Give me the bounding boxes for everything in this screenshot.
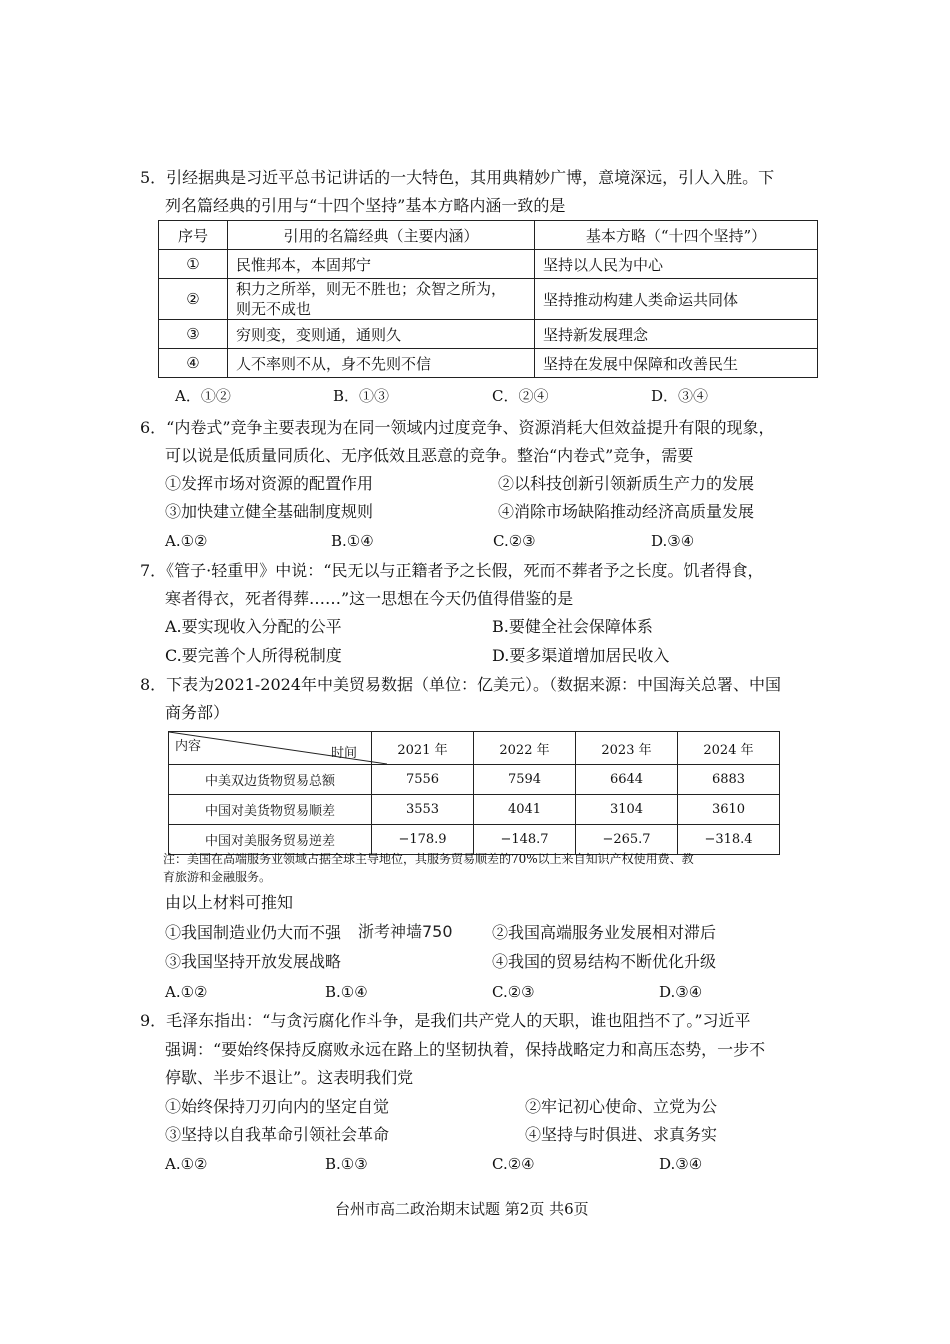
q8-option-b: B.①④ [325,983,368,1001]
q6-stem-line1: 6．“内卷式”竞争主要表现为在同一领域内过度竞争、资源消耗大但效益提升有限的现象， [140,418,775,437]
page-footer: 台州市高二政治期末试题 第2页 共6页 [335,1200,589,1218]
watermark-text: 浙考神墙750 [358,922,453,941]
q6-item-3: ③加快建立健全基础制度规则 [165,502,374,521]
q9-item-2: ②牢记初心使命、立党为公 [525,1097,718,1116]
q5-option-c: C．②④ [492,387,549,405]
q5-row-no: ② [159,279,228,320]
q5-option-d: D．③④ [651,387,709,405]
q6-option-a: A.①② [165,532,208,550]
q9-stem-line1: 9．毛泽东指出：“与贪污腐化作斗争，是我们共产党人的天职，谁也阻挡不了。”习近平 [140,1011,751,1030]
q7-option-a: A.要实现收入分配的公平 [165,617,342,636]
q8-item-3: ③我国坚持开放发展战略 [165,952,342,971]
q8-item-2: ②我国高端服务业发展相对滞后 [492,923,717,942]
q9-item-4: ④坚持与时俱进、求真务实 [525,1125,718,1144]
q5-option-a: A．①② [175,387,231,405]
q9-option-b: B.①③ [325,1155,368,1173]
q8-year-header: 2022 年 [474,732,576,765]
q5-header-no: 序号 [159,221,228,250]
q7-stem-line2: 寒者得衣，死者得葬……”这一思想在今天仍值得借鉴的是 [165,589,574,608]
q8-cell: 4041 [474,795,576,825]
q9-stem-line3: 停歇、半步不退让”。这表明我们党 [165,1068,414,1087]
q8-table [168,731,780,855]
q5-row-strategy: 坚持以人民为中心 [535,250,818,279]
q8-item-4: ④我国的贸易结构不断优化升级 [492,952,717,971]
q5-row-no: ① [159,250,228,279]
q5-row-strategy: 坚持推动构建人类命运共同体 [535,279,818,320]
q8-cell: 3610 [678,795,780,825]
q7-option-b: B.要健全社会保障体系 [492,617,653,636]
q8-stem-line1: 8．下表为2021-2024年中美贸易数据（单位：亿美元）。（数据来源：中国海关总署、中国 [140,675,782,694]
q7-stem-line1: 7．《管子·轻重甲》中说：“民无以与正籍者予之长假，死而不葬者予之长度。饥者得食， [140,561,764,580]
q5-row-classic: 人不率则不从，身不先则不信 [228,349,535,378]
q8-cell: 3104 [576,795,678,825]
q5-row-strategy: 坚持在发展中保障和改善民生 [535,349,818,378]
q9-stem-line2: 强调：“要始终保持反腐败永远在路上的坚韧执着，保持战略定力和高压态势，一步不 [165,1040,766,1059]
q5-stem-line1: 5．引经据典是习近平总书记讲话的一大特色，其用典精妙广博，意境深远，引人入胜。下 [140,168,775,187]
q8-cell: 6644 [576,765,678,795]
q8-year-header: 2024 年 [678,732,780,765]
q8-corner-right: 时间 [330,746,357,761]
q8-row-label: 中国对美货物贸易顺差 [169,795,372,825]
q9-item-3: ③坚持以自我革命引领社会革命 [165,1125,390,1144]
q7-option-c: C.要完善个人所得税制度 [165,646,342,665]
q6-option-d: D.③④ [651,532,695,550]
q5-header-strategy: 基本方略（“十四个坚持”） [535,221,818,250]
q9-item-1: ①始终保持刀刃向内的坚定自觉 [165,1097,390,1116]
q6-stem-line2: 可以说是低质量同质化、无序低效且恶意的竞争。整治“内卷式”竞争，需要 [165,446,694,465]
q8-note-line1: 注：美国在高端服务业领域占据全球主导地位，其服务贸易顺差的70%以上来自知识产权使用费、教 [163,852,694,866]
q7-option-d: D.要多渠道增加居民收入 [492,646,670,665]
q8-cell: −148.7 [474,825,576,855]
q8-option-a: A.①② [165,983,208,1001]
q5-row-strategy: 坚持新发展理念 [535,320,818,349]
q6-option-c: C.②③ [493,532,536,550]
q9-option-a: A.①② [165,1155,208,1173]
q8-cell: 3553 [372,795,474,825]
q8-corner-left: 内容 [175,739,202,754]
q8-cell: 7594 [474,765,576,795]
q9-option-d: D.③④ [659,1155,703,1173]
q5-row-classic: 穷则变，变则通，通则久 [228,320,535,349]
q8-item-1: ①我国制造业仍大而不强 [165,923,342,942]
q8-cell: −265.7 [576,825,678,855]
q5-row-classic: 积力之所举，则无不胜也；众智之所为， 则无不成也 [228,279,535,320]
q8-lead: 由以上材料可推知 [165,893,294,912]
q8-cell: 7556 [372,765,474,795]
q6-item-1: ①发挥市场对资源的配置作用 [165,474,374,493]
q8-year-header: 2023 年 [576,732,678,765]
q8-table-corner [169,732,372,765]
q8-row-label: 中美双边货物贸易总额 [169,765,372,795]
q6-item-4: ④消除市场缺陷推动经济高质量发展 [498,502,755,521]
q8-year-header: 2021 年 [372,732,474,765]
q5-stem-line2: 列名篇经典的引用与“十四个坚持”基本方略内涵一致的是 [165,196,566,215]
q9-option-c: C.②④ [492,1155,535,1173]
q8-note-line2: 育旅游和金融服务。 [163,870,272,884]
q5-option-b: B．①③ [333,387,390,405]
q8-cell: 6883 [678,765,780,795]
q8-option-c: C.②③ [492,983,535,1001]
q6-item-2: ②以科技创新引领新质生产力的发展 [498,474,755,493]
q8-cell: −178.9 [372,825,474,855]
q5-header-classic: 引用的名篇经典（主要内涵） [228,221,535,250]
q8-option-d: D.③④ [659,983,703,1001]
q5-row-no: ④ [159,349,228,378]
q5-table [158,220,818,378]
q8-cell: −318.4 [678,825,780,855]
q5-row-classic: 民惟邦本，本固邦宁 [228,250,535,279]
q5-row-no: ③ [159,320,228,349]
q8-stem-line2: 商务部） [165,703,230,722]
q8-row-label: 中国对美服务贸易逆差 [169,825,372,855]
q6-option-b: B.①④ [331,532,374,550]
